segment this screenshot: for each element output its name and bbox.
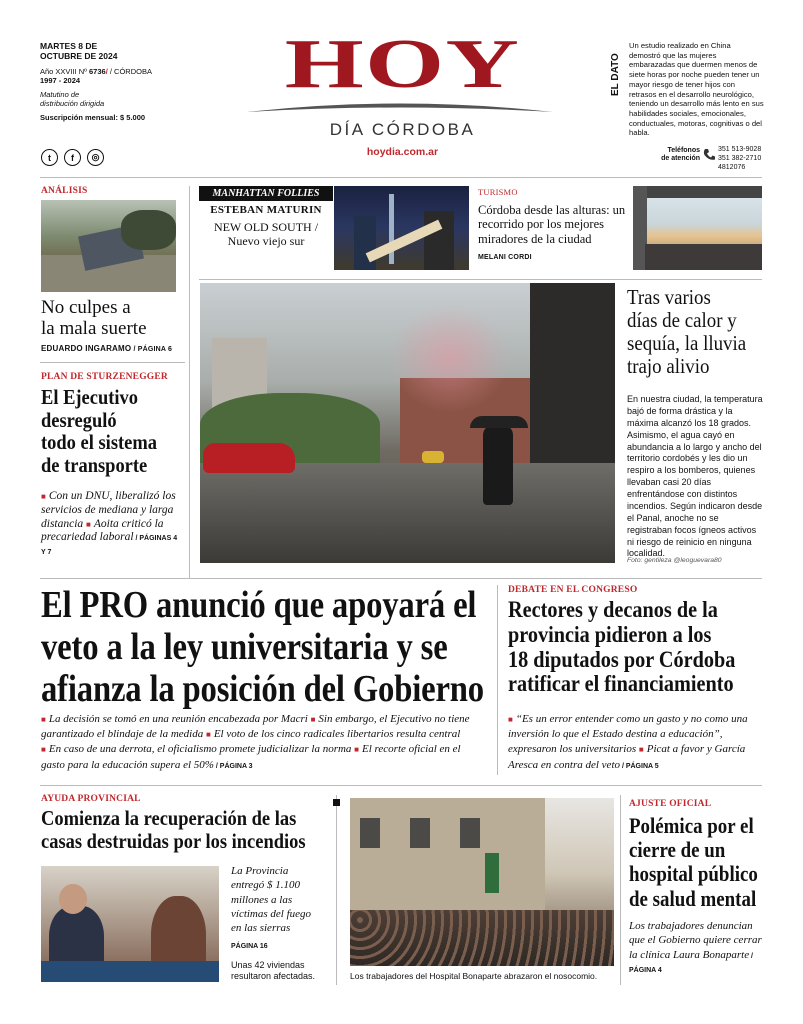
phone-icon	[702, 148, 716, 162]
manhattan-banner: MANHATTAN FOLLIES	[199, 186, 333, 201]
ajuste-kicker: AJUSTE OFICIAL	[629, 799, 712, 809]
sturzenegger-title[interactable]: El Ejecutivo desreguló todo el sistema de transporte	[41, 385, 158, 478]
new-york-photo	[334, 186, 469, 270]
ajuste-summary: Los trabajadores denuncian que el Gobierno quiere cerrar la clínica Laura Bonaparte / PÁGINA 4	[629, 920, 762, 974]
phone-numbers: 351 513-9028 351 382-2710 4812076	[718, 146, 762, 171]
sturzenegger-kicker: PLAN DE STURZENEGGER	[41, 372, 168, 382]
masthead-info	[40, 42, 200, 122]
instagram-icon[interactable]: ◎	[87, 149, 104, 166]
pro-summary: ■ La decisión se tomó en una reunión encabezada por Macri ■ Sin embargo, el Ejecutivo no tiene garantizado el blindaje de la medida ■ El voto de los cinco radicales libertarios resulta central ■ En caso de una derrota, el oficialismo promete judicializar la norma ■ El recorte oficial en el gasto para la educación supera el 50% / PÁGINA 3	[41, 713, 470, 771]
date-line-1: MARTES 8 DE	[40, 41, 98, 51]
left-column-divider	[189, 186, 190, 578]
analisis-kicker: ANÁLISIS	[41, 186, 88, 196]
sturzenegger-summary: ■ Con un DNU, liberalizó los servicios de mediana y larga distancia ■ Aoita criticó la precariedad laboral / PÁGINAS 4 Y 7	[41, 490, 178, 557]
lluvia-body: En nuestra ciudad, la temperatura bajó de forma drástica y la máxima alcanzó los 18 grados. Asimismo, el agua cayó en abundancia a lo largo y ancho del territorio cordobés y les dio un respiro a los bomberos, quienes llevaban casi 20 días enfrentándose con distintos incendios. Según indicaron desde el Panal, anoche no se registraban focos ígneos activos ni riesgo de reinicio en ninguna localidad.	[627, 394, 763, 559]
mirador-photo	[633, 186, 762, 270]
turismo-kicker: TURISMO	[478, 187, 518, 197]
subscription: Suscripción mensual: $ 5.000	[40, 112, 146, 122]
ayuda-photo	[41, 866, 219, 982]
ajuste-column-divider	[620, 795, 621, 985]
ayuda-page: PÁGINA 16	[231, 943, 268, 950]
rectores-headline[interactable]: Rectores y decanos de la provincia pidieron a los 18 diputados por Córdoba ratificar el financiamiento	[508, 597, 736, 697]
ayuda-headline[interactable]: Comienza la recuperación de las casas destruidas por los incendios	[41, 806, 306, 854]
date-line-2: OCTUBRE DE 2024	[40, 50, 118, 61]
analisis-divider	[40, 362, 185, 363]
ajuste-headline[interactable]: Polémica por el cierre de un hospital público de salud mental	[629, 813, 758, 911]
logo-swoosh	[245, 99, 555, 115]
lluvia-title[interactable]: Tras varios días de calor y sequía, la lluvia trajo alivio	[627, 285, 747, 379]
ayuda-column-divider	[336, 795, 337, 985]
pro-column-divider	[497, 585, 498, 775]
ayuda-note: Unas 42 viviendas resultaron afectadas.	[231, 960, 316, 982]
pro-headline[interactable]: El PRO anunció que apoyará el veto a la ley universitaria y se afianza la posición del Gobierno	[41, 584, 484, 710]
analisis-title[interactable]: No culpes a la mala suerte	[41, 297, 147, 339]
phones-label: Teléfonos de atención	[661, 147, 700, 163]
el-dato-label: EL DATO	[610, 53, 621, 96]
website-link[interactable]: hoydia.com.ar	[366, 146, 439, 158]
date	[40, 42, 200, 62]
turismo-author: MELANI CORDI	[478, 254, 532, 261]
rain-photo	[200, 283, 615, 563]
edition: Año XXVIII Nº 6736/ / CÓRDOBA	[40, 66, 152, 76]
rectores-kicker: DEBATE EN EL CONGRESO	[508, 585, 638, 595]
flood-photo	[41, 200, 176, 292]
header-divider	[40, 177, 762, 178]
manhattan-author: ESTEBAN MATURIN	[210, 204, 322, 216]
ayuda-kicker: AYUDA PROVINCIAL	[41, 794, 141, 804]
years: 1997 - 2024	[40, 75, 81, 85]
main-divider	[40, 578, 762, 579]
ayuda-deck: La Provincia entregó $ 1.100 millones a las víctimas del fuego en las sierras	[231, 865, 312, 935]
column-marker	[333, 799, 340, 806]
facebook-icon[interactable]: f	[64, 149, 81, 166]
bonaparte-photo-caption: Los trabajadores del Hospital Bonaparte abrazaron el nosocomio.	[350, 971, 598, 981]
rectores-summary: ■ “Es un error entender como un gasto y no como una inversión lo que el Estado destina a educación”, expresaron los universitarios ■ Picat a favor y García Aresca en contra del veto / PÁGINA 5	[508, 713, 748, 771]
manhattan-column[interactable]	[199, 186, 333, 270]
top-strip-divider	[199, 279, 762, 280]
twitter-icon[interactable]: t	[41, 149, 58, 166]
analisis-author: EDUARDO INGARAMO / PÁGINA 6	[41, 344, 173, 353]
distribution: Matutino de distribución dirigida	[40, 89, 105, 108]
bonaparte-photo	[350, 798, 614, 966]
el-dato-text: Un estudio realizado en China demostró que las mujeres embarazadas que duermen menos de siete horas por noche pueden tener un mayor riesgo de tener hijos con retrasos en el desarrollo neurológico, teniendo un desarrollo más lento en sus habilidades sociales, emocionales, conductuales, motoras, cognitivas o del habla.	[629, 41, 764, 138]
logo	[284, 26, 521, 103]
logo-subtitle: DÍA CÓRDOBA	[329, 120, 476, 139]
lluvia-photo-credit: Foto: gentileza @leoguevara80	[627, 557, 722, 564]
turismo-title[interactable]: Córdoba desde las alturas: un recorrido por los mejores miradores de la ciudad	[478, 203, 626, 246]
manhattan-title: NEW OLD SOUTH / Nuevo viejo sur	[213, 220, 319, 248]
logo-wordmark: HOY	[284, 26, 521, 103]
lower-divider	[40, 785, 762, 786]
